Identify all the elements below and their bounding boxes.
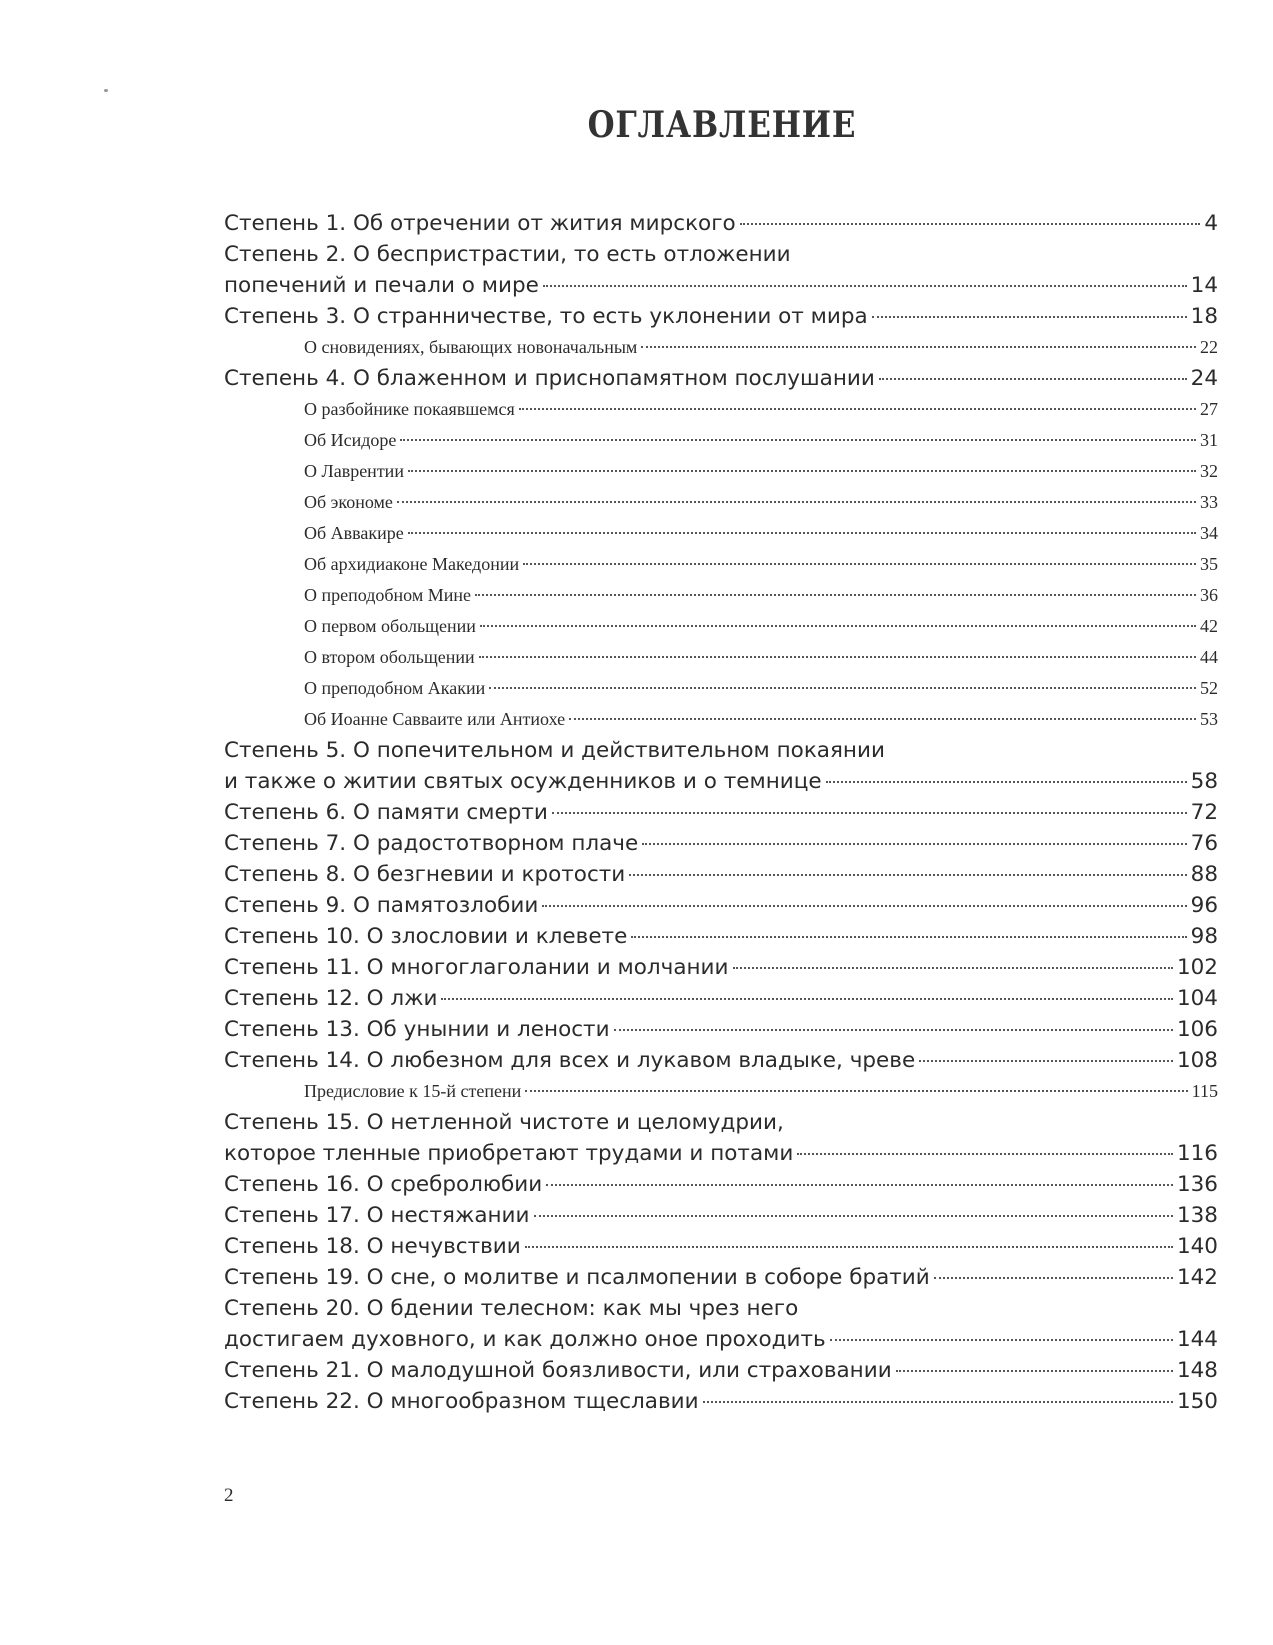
- toc-entry[interactable]: [224, 1014, 1218, 1045]
- toc-entry-title: Степень 1. Об отречении от жития мирского: [224, 211, 736, 236]
- toc-subentry[interactable]: [224, 673, 1218, 704]
- toc-entry[interactable]: [224, 952, 1218, 983]
- toc-page-number: 52: [1200, 678, 1218, 698]
- dot-leader: [475, 594, 1196, 596]
- toc-entry[interactable]: [224, 1169, 1218, 1200]
- toc-entry[interactable]: [224, 363, 1218, 394]
- toc-entry-title: Степень 17. О нестяжании: [224, 1203, 530, 1228]
- dot-leader: [543, 285, 1187, 287]
- dot-leader: [703, 1401, 1173, 1403]
- toc-entry-line: [224, 1386, 1218, 1417]
- toc-page-number: 36: [1200, 585, 1218, 605]
- dot-leader: [631, 936, 1186, 938]
- dot-leader: [569, 718, 1196, 720]
- toc-entry-line: [224, 1045, 1218, 1076]
- toc-entry-title: Степень 21. О малодушной боязливости, или страховании: [224, 1358, 892, 1383]
- toc-entry[interactable]: [224, 208, 1218, 239]
- toc-subentry[interactable]: [224, 549, 1218, 580]
- toc-entry-title: О разбойнике покаявшемся: [304, 399, 515, 419]
- toc-entry-line: [224, 239, 1218, 270]
- dot-leader: [534, 1215, 1173, 1217]
- toc-entry[interactable]: [224, 859, 1218, 890]
- toc-page-number: 96: [1190, 893, 1218, 918]
- toc-page-number: 31: [1200, 430, 1218, 450]
- toc-entry[interactable]: [224, 1386, 1218, 1417]
- toc-entry-line: [224, 1231, 1218, 1262]
- toc-entry[interactable]: [224, 301, 1218, 332]
- dot-leader: [830, 1339, 1173, 1341]
- toc-page-number: 18: [1190, 304, 1218, 329]
- toc-entry-title: О сновидениях, бывающих новоначальным: [304, 337, 638, 357]
- dot-leader: [642, 843, 1186, 845]
- toc-page-number: 140: [1176, 1234, 1218, 1259]
- toc-entry-line: [224, 487, 1218, 518]
- toc-page-number: 102: [1176, 955, 1218, 980]
- toc-entry-line: [224, 983, 1218, 1014]
- toc-entry-line: [224, 301, 1218, 332]
- toc-entry-line: [224, 549, 1218, 580]
- toc-entry-line: [224, 1262, 1218, 1293]
- toc-entry-title: Об Исидоре: [304, 430, 397, 450]
- dot-leader: [489, 687, 1196, 689]
- toc-entry-title: Степень 16. О сребролюбии: [224, 1172, 543, 1197]
- dot-leader: [826, 781, 1187, 783]
- toc-page-number: 106: [1176, 1017, 1218, 1042]
- toc-entry-title: Степень 20. О бдении телесном: как мы чрез него: [224, 1296, 799, 1321]
- toc-entry-title: попечений и печали о мире: [224, 273, 539, 298]
- toc-entry-title: Степень 3. О странничестве, то есть уклонении от мира: [224, 304, 868, 329]
- dot-leader: [614, 1029, 1173, 1031]
- toc-page-number: 98: [1190, 924, 1218, 949]
- toc-entry-line: [224, 1107, 1218, 1138]
- dot-leader: [400, 439, 1196, 441]
- toc-page-number: 44: [1200, 647, 1218, 667]
- toc-entry-line: [224, 921, 1218, 952]
- toc-entry-line: [224, 270, 1218, 301]
- toc-page-number: 35: [1200, 554, 1218, 574]
- dot-leader: [525, 1090, 1187, 1092]
- toc-page-number: 33: [1200, 492, 1218, 512]
- toc-entry-line: [224, 1324, 1218, 1355]
- toc-entry[interactable]: [224, 1293, 1218, 1355]
- toc-entry[interactable]: [224, 828, 1218, 859]
- toc-entry-title: Об Аввакире: [304, 523, 404, 543]
- dot-leader: [872, 316, 1187, 318]
- toc-page-number: 115: [1191, 1081, 1218, 1101]
- toc-entry-title: Степень 10. О злословии и клевете: [224, 924, 628, 949]
- toc-entry-title: Степень 14. О любезном для всех и лукавом владыке, чреве: [224, 1048, 916, 1073]
- toc-entry-line: [224, 332, 1218, 363]
- toc-page-number: 4: [1204, 211, 1218, 236]
- toc-entry[interactable]: [224, 1231, 1218, 1262]
- dot-leader: [797, 1153, 1173, 1155]
- toc-entry-line: [224, 766, 1218, 797]
- toc-entry-line: [224, 735, 1218, 766]
- toc-subentry[interactable]: [224, 1076, 1218, 1107]
- toc-page-number: 14: [1190, 273, 1218, 298]
- toc-subentry[interactable]: [224, 456, 1218, 487]
- toc-entry-title: Предисловие к 15-й степени: [304, 1081, 522, 1101]
- toc-page-number: 72: [1190, 800, 1218, 825]
- dot-leader: [441, 998, 1172, 1000]
- toc-entry-line: [224, 394, 1218, 425]
- toc-entry-title: Об экономе: [304, 492, 393, 512]
- toc-entry-title: Степень 2. О беспристрастии, то есть отложении: [224, 242, 791, 267]
- toc-subentry[interactable]: [224, 394, 1218, 425]
- toc-page-number: 24: [1190, 366, 1218, 391]
- dot-leader: [542, 905, 1186, 907]
- toc-entry-line: [224, 1355, 1218, 1386]
- toc-entry-title: Об архидиаконе Македонии: [304, 554, 520, 574]
- dot-leader: [525, 1246, 1173, 1248]
- dot-leader: [479, 656, 1196, 658]
- toc-entry[interactable]: [224, 239, 1218, 301]
- dot-leader: [879, 378, 1187, 380]
- toc-entry-title: Степень 4. О блаженном и приснопамятном послушании: [224, 366, 875, 391]
- toc-entry-line: [224, 1076, 1218, 1107]
- toc-page-number: 142: [1176, 1265, 1218, 1290]
- toc-entry[interactable]: [224, 921, 1218, 952]
- toc-entry[interactable]: [224, 983, 1218, 1014]
- toc-page-number: 116: [1176, 1141, 1218, 1166]
- toc-page-number: 150: [1176, 1389, 1218, 1414]
- dot-leader: [408, 532, 1196, 534]
- dot-leader: [919, 1060, 1173, 1062]
- toc-subentry[interactable]: [224, 487, 1218, 518]
- toc-entry-title: О преподобном Мине: [304, 585, 471, 605]
- toc-entry-title: достигаем духовного, и как должно оное проходить: [224, 1327, 826, 1352]
- toc-entry-line: [224, 952, 1218, 983]
- dot-leader: [629, 874, 1186, 876]
- toc-entry-title: Степень 13. Об унынии и лености: [224, 1017, 610, 1042]
- toc-entry-line: [224, 611, 1218, 642]
- toc-subentry[interactable]: [224, 611, 1218, 642]
- toc-entry-line: [224, 673, 1218, 704]
- toc-entry-line: [224, 828, 1218, 859]
- toc-page-number: 138: [1176, 1203, 1218, 1228]
- toc-entry-title: Степень 9. О памятозлобии: [224, 893, 539, 918]
- toc-entry-title: О первом обольщении: [304, 616, 476, 636]
- toc-page-number: 32: [1200, 461, 1218, 481]
- toc-entry[interactable]: [224, 1200, 1218, 1231]
- dot-leader: [408, 470, 1196, 472]
- toc-entry-title: Степень 15. О нетленной чистоте и целомудрии,: [224, 1110, 784, 1135]
- toc-page-number: 88: [1190, 862, 1218, 887]
- toc-page-number: 22: [1200, 337, 1218, 357]
- toc-page-number: 136: [1176, 1172, 1218, 1197]
- toc-page-number: 53: [1200, 709, 1218, 729]
- toc-entry[interactable]: [224, 1262, 1218, 1293]
- page-title: ОГЛАВЛЕНИЕ: [587, 104, 857, 146]
- toc-entry-title: Степень 7. О радостотворном плаче: [224, 831, 639, 856]
- page-number: 2: [224, 1485, 234, 1506]
- toc-page-number: 76: [1190, 831, 1218, 856]
- toc-entry[interactable]: [224, 890, 1218, 921]
- toc-subentry[interactable]: [224, 425, 1218, 456]
- toc-page-number: 104: [1176, 986, 1218, 1011]
- toc-entry[interactable]: [224, 735, 1218, 797]
- toc-entry-title: и также о житии святых осужденников и о темнице: [224, 769, 822, 794]
- toc-entry[interactable]: [224, 1045, 1218, 1076]
- toc-subentry[interactable]: [224, 704, 1218, 735]
- toc-entry-title: О втором обольщении: [304, 647, 475, 667]
- toc-entry-title: Об Иоанне Савваите или Антиохе: [304, 709, 566, 729]
- toc-entry-title: Степень 11. О многоглаголании и молчании: [224, 955, 729, 980]
- scan-speck: [104, 89, 108, 92]
- toc-entry-title: которое тленные приобретают трудами и потами: [224, 1141, 794, 1166]
- toc-entry-line: [224, 642, 1218, 673]
- toc-entry-line: [224, 425, 1218, 456]
- toc-entry-line: [224, 797, 1218, 828]
- dot-leader: [896, 1370, 1173, 1372]
- toc-entry-line: [224, 363, 1218, 394]
- toc-entry-title: Степень 5. О попечительном и действительном покаянии: [224, 738, 885, 763]
- toc-entry[interactable]: [224, 1355, 1218, 1386]
- dot-leader: [740, 223, 1201, 225]
- toc-entry-line: [224, 456, 1218, 487]
- toc-entry-line: [224, 580, 1218, 611]
- toc-entry[interactable]: [224, 797, 1218, 828]
- toc-entry-title: Степень 12. О лжи: [224, 986, 438, 1011]
- toc-entry-line: [224, 859, 1218, 890]
- toc-page-number: 27: [1200, 399, 1218, 419]
- dot-leader: [641, 346, 1196, 348]
- toc-entry-line: [224, 1138, 1218, 1169]
- toc-subentry[interactable]: [224, 518, 1218, 549]
- dot-leader: [552, 812, 1187, 814]
- dot-leader: [519, 408, 1196, 410]
- toc-entry[interactable]: [224, 1107, 1218, 1169]
- toc-page-number: 34: [1200, 523, 1218, 543]
- dot-leader: [480, 625, 1196, 627]
- toc-entry-line: [224, 208, 1218, 239]
- toc-page-number: 58: [1190, 769, 1218, 794]
- toc-entry-title: Степень 18. О нечувствии: [224, 1234, 521, 1259]
- toc-entry-line: [224, 704, 1218, 735]
- toc-page-number: 144: [1176, 1327, 1218, 1352]
- toc-entry-line: [224, 518, 1218, 549]
- dot-leader: [733, 967, 1173, 969]
- toc-page-number: 148: [1176, 1358, 1218, 1383]
- dot-leader: [934, 1277, 1173, 1279]
- toc-entry-title: Степень 19. О сне, о молитве и псалмопении в соборе братий: [224, 1265, 930, 1290]
- toc-entry-line: [224, 1200, 1218, 1231]
- table-of-contents: [224, 208, 1218, 1417]
- toc-page-number: 42: [1200, 616, 1218, 636]
- toc-entry-title: О преподобном Акакии: [304, 678, 486, 698]
- toc-page-number: 108: [1176, 1048, 1218, 1073]
- toc-entry-line: [224, 1169, 1218, 1200]
- toc-subentry[interactable]: [224, 642, 1218, 673]
- toc-entry-title: Степень 22. О многообразном тщеславии: [224, 1389, 699, 1414]
- dot-leader: [397, 501, 1196, 503]
- toc-entry-title: Степень 6. О памяти смерти: [224, 800, 548, 825]
- toc-subentry[interactable]: [224, 332, 1218, 363]
- toc-entry-title: Степень 8. О безгневии и кротости: [224, 862, 626, 887]
- dot-leader: [523, 563, 1196, 565]
- toc-subentry[interactable]: [224, 580, 1218, 611]
- dot-leader: [546, 1184, 1173, 1186]
- toc-entry-line: [224, 890, 1218, 921]
- toc-entry-line: [224, 1293, 1218, 1324]
- toc-entry-line: [224, 1014, 1218, 1045]
- toc-entry-title: О Лаврентии: [304, 461, 404, 481]
